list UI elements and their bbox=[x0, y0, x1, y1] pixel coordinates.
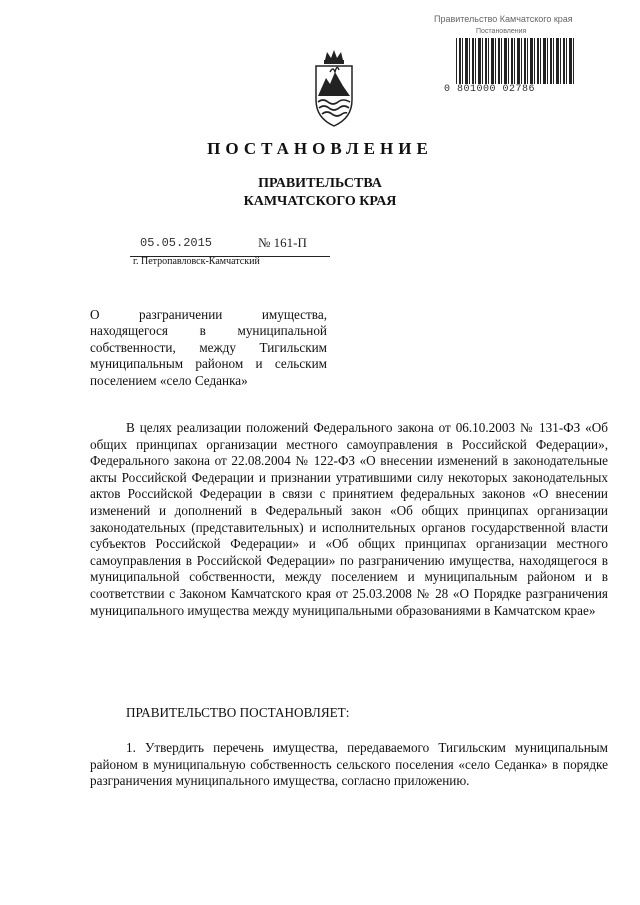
registration-stamp bbox=[420, 14, 580, 96]
decree-heading: ПРАВИТЕЛЬСТВО ПОСТАНОВЛЯЕТ: bbox=[126, 705, 350, 720]
stamp-org: Правительство Камчатского края bbox=[434, 14, 573, 24]
issuer-line-2: КАМЧАТСКОГО КРАЯ bbox=[243, 194, 397, 209]
barcode bbox=[456, 38, 574, 84]
document-date: 05.05.2015 bbox=[140, 236, 213, 250]
preamble-paragraph: В целях реализации положений Федерального закона от 06.10.2003 № 131-ФЗ «Об общих принципах организации местного самоуправления в Российской Федерации», Федерального закона от 22.08.2004 № 122-ФЗ «О внесении изменений в законодательные акты Российской Федерации и признании утратившими силу некоторых законодательных актов Российской Федерации в связи с принятием федеральных законов «О внесении изменений и дополнений в Федеральный закон «Об общих принципах организации законодательных (представительных) и исполнительных органов государственной власти субъектов Российской Федерации» и «Об общих принципах организации местного самоуправления в Российской Федерации» по разграничению имущества, находящегося в муниципальной собственности, между поселением и муниципальным районом и в соответствии с Законом Камчатского края от 25.03.2008 № 28 «О Порядке разграничения муниципального имущества между муниципальными образованиями в Камчатском крае» bbox=[90, 420, 608, 618]
kamchatka-emblem-icon bbox=[313, 50, 355, 128]
document-number: № 161-П bbox=[258, 235, 307, 250]
barcode-number: 0 801000 02786 bbox=[444, 84, 536, 95]
stamp-sub: Постановления bbox=[476, 28, 527, 35]
document-subject: О разграничении имущества, находящегося в муниципальной собственности, между Тигильским муниципальным районом и сельским поселением «село Седанка» bbox=[90, 307, 327, 388]
decree-item-1: 1. Утвердить перечень имущества, передаваемого Тигильским муниципальным районом в муниципальную собственность сельского поселения «село Седанка» в порядке разграничения муниципального имущества, согласно приложению. bbox=[90, 740, 608, 789]
document-title: ПОСТАНОВЛЕНИЕ bbox=[207, 139, 433, 158]
document-city: г. Петропавловск-Камчатский bbox=[133, 256, 260, 267]
issuer-line-1: ПРАВИТЕЛЬСТВА bbox=[258, 176, 382, 191]
